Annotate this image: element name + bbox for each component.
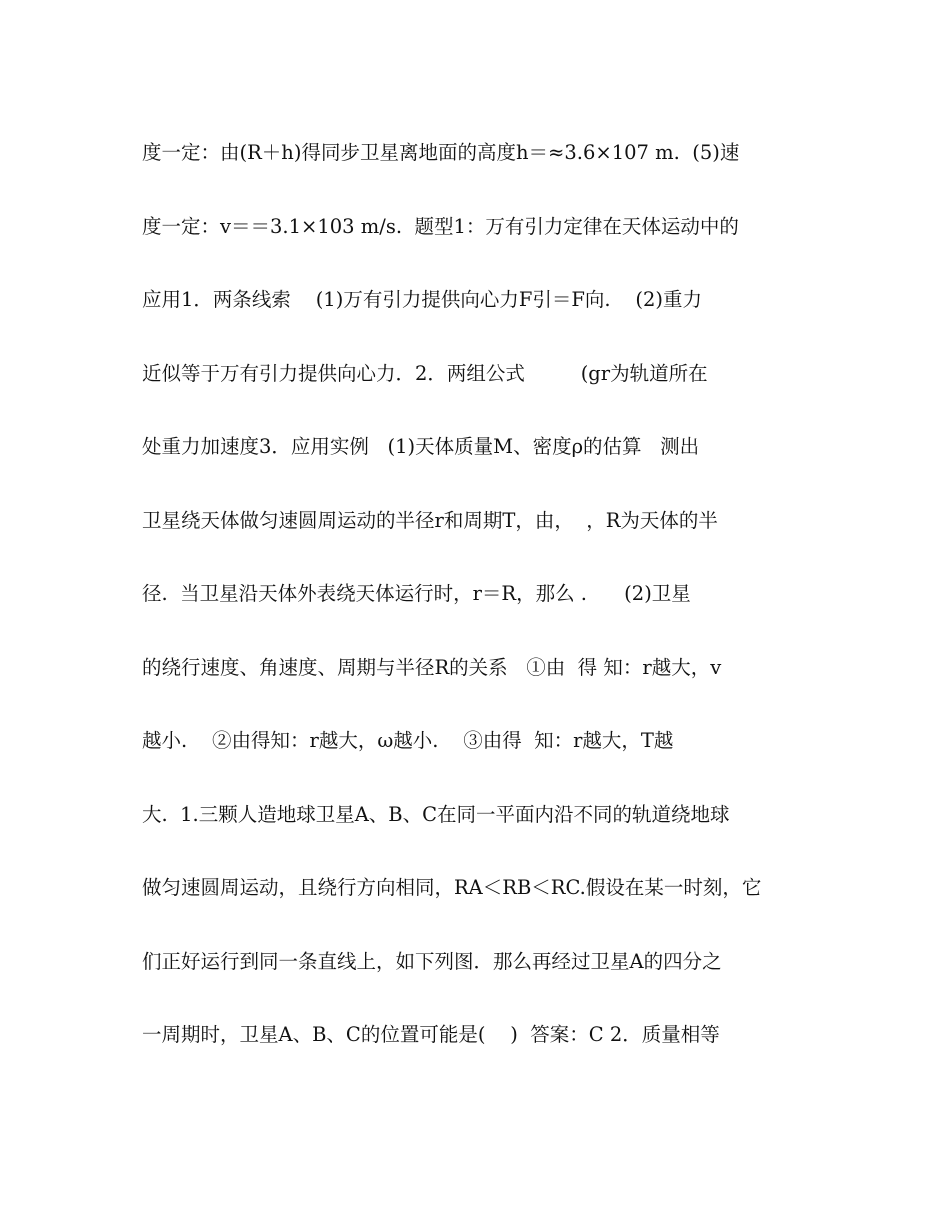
- text-line: 径. 当卫星沿天体外表绕天体运行时，r＝R，那么 . (2)卫星: [142, 582, 691, 605]
- text-line: 的绕行速度、角速度、周期与半径R的关系 ①由 得 知：r越大，v: [142, 655, 722, 679]
- text-line: 做匀速圆周运动，且绕行方向相同，RA＜RB＜RC.假设在某一时刻，它: [142, 876, 762, 899]
- document-body: [142, 128, 812, 1084]
- text-line: 应用1．两条线索 (1)万有引力提供向心力F引＝F向. (2)重力: [142, 288, 702, 311]
- text-line: 卫星绕天体做匀速圆周运动的半径r和周期T，由， ，R为天体的半: [142, 508, 718, 532]
- text-line: 大. 1.三颗人造地球卫星A、B、C在同一平面内沿不同的轨道绕地球: [142, 802, 730, 826]
- text-line: 一周期时，卫星A、B、C的位置可能是( ) 答案：C 2．质量相等: [142, 1023, 720, 1046]
- text-line: 们正好运行到同一条直线上，如下列图．那么再经过卫星A的四分之: [142, 949, 722, 973]
- text-line: 近似等于万有引力提供向心力．2．两组公式 (gr为轨道所在: [142, 361, 708, 385]
- text-line: 处重力加速度3．应用实例 (1)天体质量M、密度ρ的估算 测出: [142, 435, 700, 458]
- text-line: 度一定：由(R＋h)得同步卫星离地面的高度h＝≈3.6×107 m. (5)速: [142, 141, 740, 164]
- text-line: 越小. ②由得知：r越大，ω越小. ③由得 知：r越大，T越: [142, 729, 674, 752]
- text-line: 度一定：v＝＝3.1×103 m/s. 题型1：万有引力定律在天体运动中的: [142, 214, 739, 238]
